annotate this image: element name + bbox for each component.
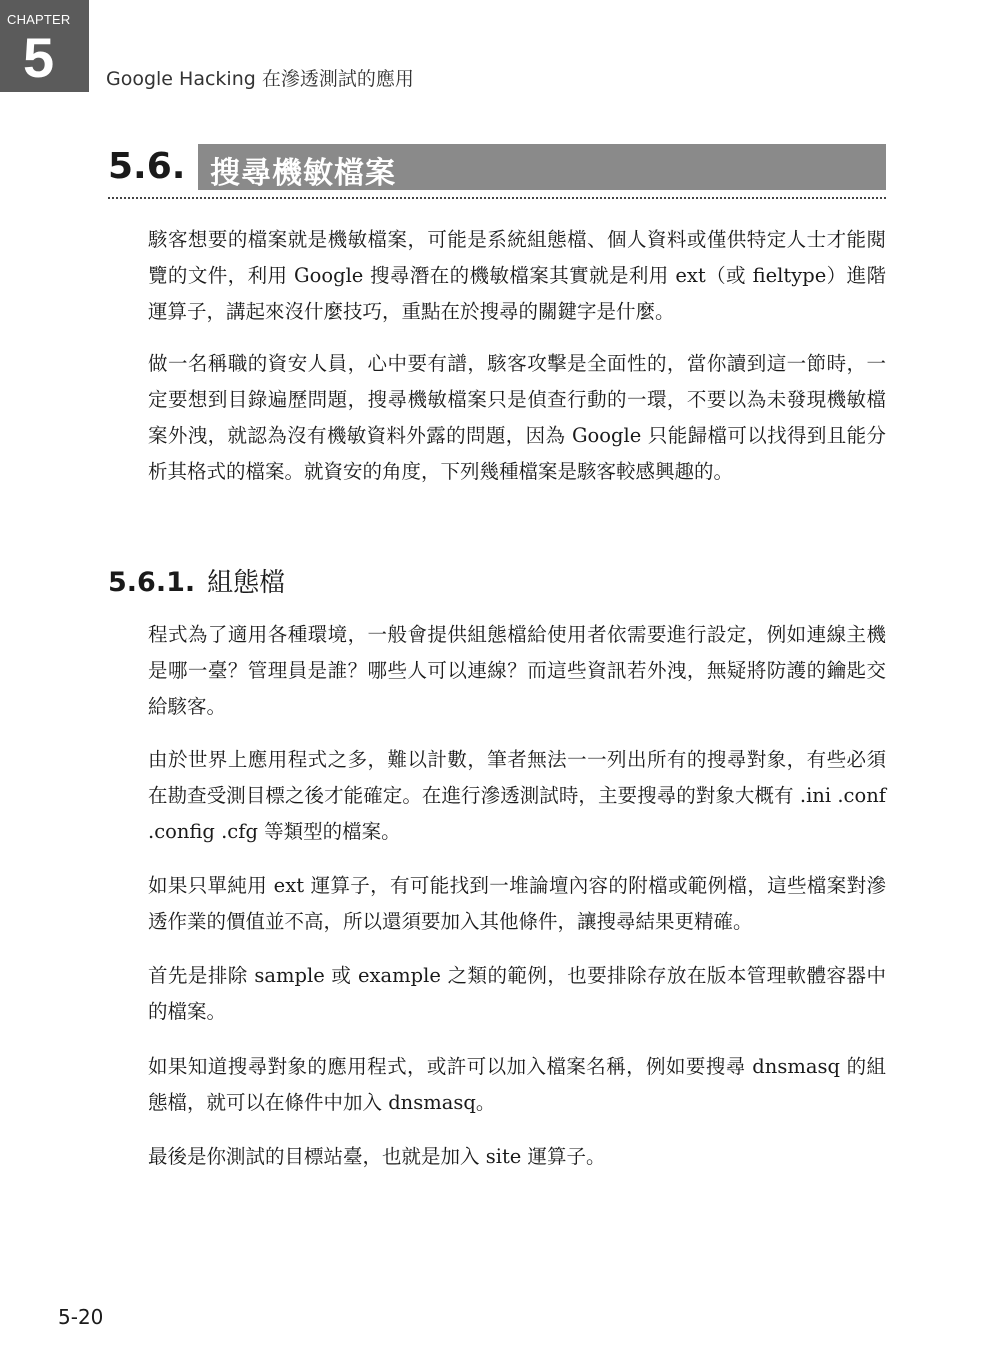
body-paragraph: 首先是排除 sample 或 example 之類的範例，也要排除存放在版本管理軟體容器中的檔案。 — [148, 964, 886, 1023]
chapter-tab — [0, 0, 89, 92]
page-number: 5-20 — [58, 1305, 104, 1329]
body-paragraph: 如果只單純用 ext 運算子，有可能找到一堆論壇內容的附檔或範例檔，這些檔案對滲透作業的價值並不高，所以還須要加入其他條件，讓搜尋結果更精確。 — [148, 874, 886, 933]
running-header-title: Google Hacking 在滲透測試的應用 — [106, 68, 414, 90]
chapter-number: 5 — [23, 26, 55, 89]
body-paragraph: 最後是你測試的目標站臺，也就是加入 site 運算子。 — [148, 1145, 606, 1168]
body-paragraph: 程式為了適用各種環境，一般會提供組態檔給使用者依需要進行設定，例如連線主機是哪一臺？管理員是誰？哪些人可以連線？而這些資訊若外洩，無疑將防護的鑰匙交給駭客。 — [148, 623, 886, 718]
subsection-title: 組態檔 — [207, 568, 286, 598]
section-title-bar — [198, 144, 886, 190]
intro-paragraph: 做一名稱職的資安人員，心中要有譜，駭客攻擊是全面性的，當你讀到這一節時，一定要想到目錄遍歷問題，搜尋機敏檔案只是偵查行動的一環，不要以為未發現機敏檔案外洩，就認為沒有機敏資料外露的問題，因為 Google 只能歸檔可以找得到且能分析其格式的檔案。就資安的角度，下列幾種檔案是駭客較感興趣的。 — [148, 352, 886, 483]
chapter-label: CHAPTER — [7, 12, 71, 27]
section-divider — [108, 197, 886, 199]
body-paragraph: 由於世界上應用程式之多，難以計數，筆者無法一一列出所有的搜尋對象，有些必須在勘查受測目標之後才能確定。在進行滲透測試時，主要搜尋的對象大概有 .ini .conf .config .cfg 等類型的檔案。 — [148, 748, 886, 843]
section-number: 5.6. — [108, 146, 186, 187]
section-title: 搜尋機敏檔案 — [210, 156, 396, 191]
subsection-number: 5.6.1. — [108, 567, 196, 598]
subsection-heading — [108, 562, 285, 602]
intro-paragraph: 駭客想要的檔案就是機敏檔案，可能是系統組態檔、個人資料或僅供特定人士才能閱覽的文件，利用 Google 搜尋潛在的機敏檔案其實就是利用 ext（或 fieltype）進階運算子，講起來沒什麼技巧，重點在於搜尋的關鍵字是什麼。 — [148, 228, 886, 323]
section-heading — [108, 144, 886, 194]
body-paragraph: 如果知道搜尋對象的應用程式，或許可以加入檔案名稱，例如要搜尋 dnsmasq 的組態檔，就可以在條件中加入 dnsmasq。 — [148, 1055, 886, 1114]
